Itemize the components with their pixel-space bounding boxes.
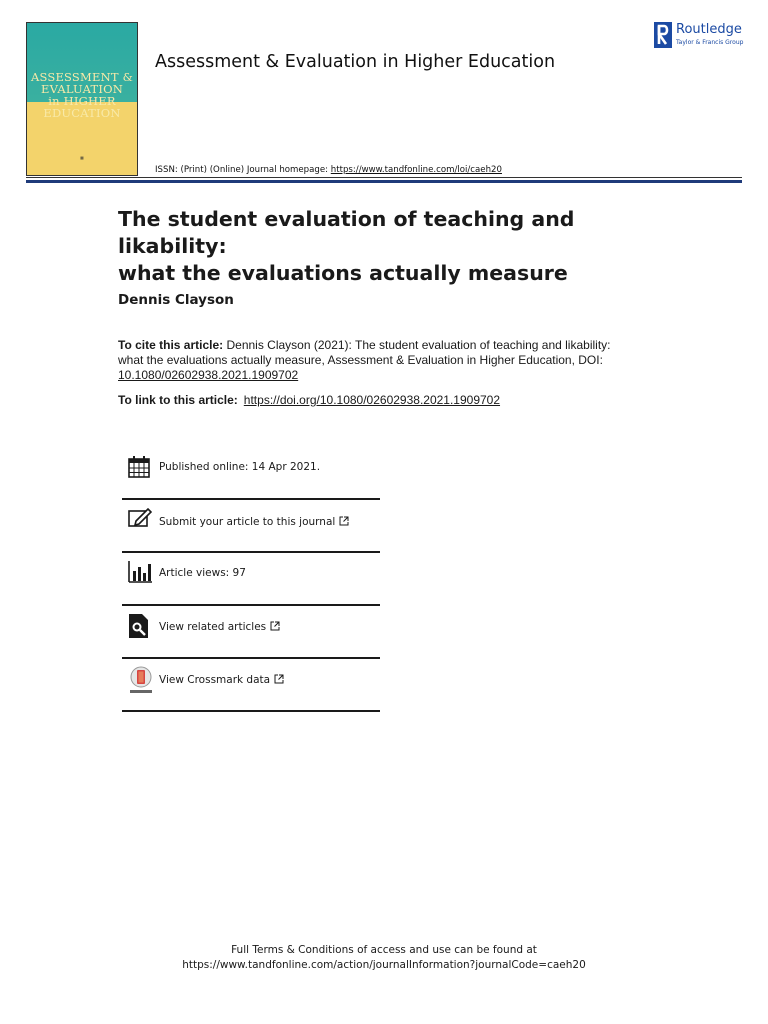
crossmark-item[interactable] (122, 666, 380, 694)
calendar-icon (128, 456, 150, 478)
cite-label: To cite this article: (118, 338, 224, 352)
article-link-line (118, 393, 500, 407)
routledge-r-icon (654, 22, 672, 48)
issn-line (155, 165, 502, 175)
article-views-item (122, 561, 380, 585)
header-rule-thin (26, 177, 742, 178)
footer-terms-link[interactable]: https://www.tandfonline.com/action/journalInformation?journalCode=caeh20 (182, 959, 586, 971)
article-title: The student evaluation of teaching and likability: what the evaluations actually measure (118, 207, 575, 285)
cover-title: ASSESSMENT & EVALUATION in HIGHER EDUCATION (31, 70, 134, 120)
published-online-item (122, 456, 380, 480)
submit-article-link[interactable]: Submit your article to this journal (159, 516, 349, 528)
cite-text: Dennis Clayson (2021): The student evaluation of teaching and likability: what the evaluations actually measure, Assessment & Evaluation in Higher Education, DOI: (118, 338, 611, 367)
cite-doi-link[interactable]: 10.1080/02602938.2021.1909702 (118, 368, 299, 382)
author-name: Dennis Clayson (118, 292, 234, 308)
document-search-icon (128, 613, 150, 639)
crossmark-link[interactable]: View Crossmark data (159, 674, 284, 686)
submit-article-item[interactable] (122, 508, 380, 532)
routledge-logo (654, 22, 746, 50)
journal-title: Assessment & Evaluation in Higher Education (155, 52, 556, 72)
bar-chart-icon (128, 561, 152, 583)
published-online-text: Published online: 14 Apr 2021. (159, 461, 321, 473)
journal-homepage-link[interactable]: https://www.tandfonline.com/loi/caeh20 (330, 165, 502, 175)
crossmark-icon (128, 666, 154, 694)
footer-terms (0, 943, 768, 973)
divider (122, 498, 380, 500)
link-label: To link to this article: (118, 393, 238, 407)
journal-cover-image (26, 22, 138, 176)
publisher-name: Routledge (676, 22, 742, 37)
related-articles-item[interactable] (122, 613, 380, 639)
edit-icon (128, 508, 152, 528)
divider (122, 551, 380, 553)
divider (122, 604, 380, 606)
article-doi-link[interactable]: https://doi.org/10.1080/02602938.2021.1909702 (243, 393, 501, 407)
external-link-icon (339, 516, 349, 526)
cover-publisher-mark: ▦ (80, 155, 84, 160)
publisher-sub: Taylor & Francis Group (676, 39, 744, 46)
related-articles-link[interactable]: View related articles (159, 621, 280, 633)
header-rule (26, 180, 742, 183)
divider (122, 657, 380, 659)
external-link-icon (274, 674, 284, 684)
footer-line-1: Full Terms & Conditions of access and use can be found at (231, 944, 537, 956)
article-views-text: Article views: 97 (159, 567, 246, 579)
issn-text: ISSN: (Print) (Online) Journal homepage: (155, 165, 331, 175)
citation-block (118, 338, 638, 383)
divider (122, 710, 380, 712)
external-link-icon (270, 621, 280, 631)
